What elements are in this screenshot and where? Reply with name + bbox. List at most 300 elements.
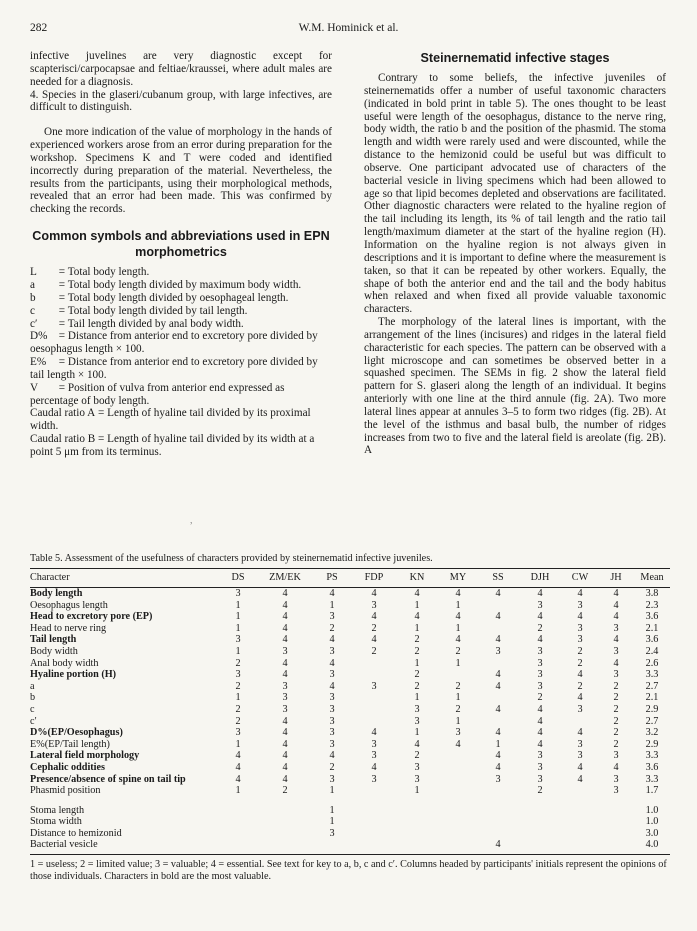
score-cell: 4	[537, 727, 543, 739]
score-cell	[562, 805, 598, 817]
score-cell	[478, 658, 518, 670]
table-row	[30, 658, 670, 670]
score-cell: 2	[371, 622, 377, 634]
definition-symbol: a	[30, 278, 35, 291]
definition-item	[30, 433, 332, 459]
table-row	[30, 623, 670, 635]
score-cell: 3	[329, 715, 335, 727]
definition-item	[30, 266, 332, 279]
score-cell: 3	[235, 588, 241, 599]
table-row	[30, 750, 670, 762]
score-cell: 4	[613, 634, 619, 646]
score-cell: 3	[371, 773, 377, 785]
definition-symbol: L	[30, 266, 37, 279]
score-cell: 3	[577, 622, 583, 634]
definition-symbol: c′	[30, 317, 38, 330]
table-row	[30, 600, 670, 612]
definition-text: = Tail length divided by anal body width.	[56, 317, 244, 330]
score-cell: 3	[613, 773, 619, 785]
character-name: Phasmid position	[30, 785, 101, 797]
mean-cell: 2.7	[645, 715, 659, 727]
table-row	[30, 634, 670, 646]
score-cell: 1	[414, 727, 420, 739]
score-cell	[352, 692, 396, 704]
score-cell: 4	[577, 669, 583, 681]
score-cell	[438, 750, 478, 762]
column-header: Mean	[634, 569, 670, 588]
table-row	[30, 774, 670, 786]
mean-cell: 1.0	[645, 816, 659, 828]
score-cell: 1	[235, 645, 241, 657]
character-name: Head to nerve ring	[30, 622, 107, 634]
score-cell: 1	[455, 622, 461, 634]
score-cell	[396, 839, 438, 854]
score-cell	[312, 839, 352, 854]
score-cell: 4	[577, 611, 583, 623]
table-row	[30, 828, 670, 840]
score-cell: 4	[282, 738, 288, 750]
assessment-table	[30, 568, 670, 855]
score-cell: 4	[495, 588, 501, 599]
score-cell: 3	[537, 750, 543, 762]
score-cell: 2	[613, 680, 619, 692]
score-cell: 4	[329, 634, 335, 646]
score-cell: 4	[282, 622, 288, 634]
score-cell: 3	[329, 611, 335, 623]
character-name: b	[30, 692, 36, 704]
definition-symbol: D%	[30, 330, 48, 343]
score-cell: 3	[455, 727, 461, 739]
score-cell: 4	[282, 761, 288, 773]
table-row	[30, 669, 670, 681]
score-cell	[352, 704, 396, 716]
score-cell	[258, 816, 312, 828]
score-cell	[438, 805, 478, 817]
score-cell: 3	[577, 738, 583, 750]
score-cell: 3	[235, 634, 241, 646]
column-header: CW	[562, 569, 598, 588]
score-cell: 4	[455, 588, 461, 599]
score-cell: 4	[329, 680, 335, 692]
score-cell: 3	[577, 750, 583, 762]
definition-item	[30, 407, 332, 433]
score-cell: 2	[414, 669, 420, 681]
score-cell: 4	[371, 588, 377, 599]
mean-cell: 3.2	[645, 727, 659, 739]
definition-item	[30, 318, 332, 331]
score-cell: 4	[495, 727, 501, 739]
score-cell	[396, 805, 438, 817]
table-row	[30, 716, 670, 728]
score-cell: 2	[613, 692, 619, 704]
score-cell: 4	[282, 669, 288, 681]
score-cell	[218, 828, 258, 840]
score-cell: 4	[495, 680, 501, 692]
right-column	[364, 50, 666, 457]
score-cell: 1	[235, 622, 241, 634]
score-cell	[562, 785, 598, 797]
character-name: Body length	[30, 588, 83, 599]
score-cell: 3	[282, 645, 288, 657]
score-cell	[438, 816, 478, 828]
table-footnote: 1 = useless; 2 = limited value; 3 = valuable; 4 = essential. See text for key to a, b, c and c′. Columns headed by participants' initials represent the opinions of those individuals. Characters in bold are the most valuable.	[30, 859, 667, 883]
score-cell	[478, 785, 518, 797]
score-cell	[352, 785, 396, 797]
definition-text: = Total body length.	[56, 266, 150, 279]
column-header: SS	[478, 569, 518, 588]
character-name: E%(EP/Tail length)	[30, 738, 110, 750]
column-header: DS	[218, 569, 258, 588]
score-cell: 2	[235, 680, 241, 692]
table-header-row	[30, 569, 670, 588]
score-cell: 4	[577, 761, 583, 773]
score-cell	[562, 716, 598, 728]
score-cell	[258, 828, 312, 840]
score-cell: 3	[329, 692, 335, 704]
score-cell: 1	[235, 692, 241, 704]
score-cell: 4	[282, 657, 288, 669]
character-name: Hyaline portion (H)	[30, 669, 117, 681]
mean-cell: 2.7	[645, 680, 659, 692]
score-cell	[562, 839, 598, 854]
score-cell: 4	[371, 761, 377, 773]
score-cell: 3	[282, 692, 288, 704]
score-cell: 4	[414, 611, 420, 623]
table-row	[30, 816, 670, 828]
score-cell: 2	[235, 657, 241, 669]
column-header: Character	[30, 569, 218, 588]
score-cell: 2	[537, 692, 543, 704]
definition-symbol: Caudal ratio B	[30, 433, 96, 446]
score-cell: 2	[613, 715, 619, 727]
score-cell: 1	[414, 785, 420, 797]
score-cell: 3	[371, 680, 377, 692]
score-cell	[518, 828, 562, 840]
score-cell: 3	[329, 773, 335, 785]
score-cell: 1	[235, 599, 241, 611]
score-cell: 4	[577, 588, 583, 599]
score-cell: 4	[455, 634, 461, 646]
mean-cell: 3.3	[645, 750, 659, 762]
score-cell	[438, 839, 478, 854]
mean-cell: 2.4	[645, 645, 659, 657]
score-cell	[478, 816, 518, 828]
score-cell: 1	[414, 657, 420, 669]
score-cell	[352, 669, 396, 681]
score-cell: 4	[537, 715, 543, 727]
score-cell: 4	[235, 750, 241, 762]
column-header: FDP	[352, 569, 396, 588]
score-cell: 4	[613, 657, 619, 669]
score-cell	[218, 816, 258, 828]
score-cell: 4	[613, 611, 619, 623]
score-cell: 2	[537, 785, 543, 797]
character-name: Body width	[30, 645, 78, 657]
score-cell	[478, 692, 518, 704]
score-cell: 4	[371, 634, 377, 646]
definition-text: = Total body length divided by maximum body width.	[56, 278, 302, 291]
mean-cell: 1.0	[645, 804, 659, 816]
score-cell: 2	[455, 645, 461, 657]
score-cell: 1	[329, 785, 335, 797]
score-cell	[352, 805, 396, 817]
score-cell: 2	[235, 703, 241, 715]
score-cell: 4	[495, 611, 501, 623]
mean-cell: 1.7	[645, 785, 659, 797]
stray-mark: ,	[190, 515, 193, 526]
table-row	[30, 611, 670, 623]
score-cell	[352, 828, 396, 840]
page-header	[30, 22, 667, 36]
score-cell: 4	[577, 727, 583, 739]
score-cell: 3	[537, 669, 543, 681]
character-name: c	[30, 703, 35, 715]
score-cell: 3	[537, 599, 543, 611]
score-cell	[396, 828, 438, 840]
score-cell: 2	[455, 703, 461, 715]
mean-cell: 3.6	[645, 761, 659, 773]
column-header: MY	[438, 569, 478, 588]
score-cell: 3	[613, 669, 619, 681]
character-name: Lateral field morphology	[30, 750, 140, 762]
section-heading: Steinernematid infective stages	[420, 51, 610, 65]
score-cell: 2	[414, 680, 420, 692]
score-cell: 4	[537, 588, 543, 599]
section-heading: Common symbols and abbreviations used in EPN morphometrics	[32, 229, 330, 260]
paragraph: 4. Species in the glaseri/cubanum group, with large infectives, are difficult to distinguish.	[30, 88, 332, 114]
mean-cell: 3.6	[645, 634, 659, 646]
character-name: Presence/absence of spine on tail tip	[30, 773, 186, 785]
mean-cell: 2.1	[645, 692, 659, 704]
score-cell: 2	[414, 634, 420, 646]
table-5	[30, 552, 670, 884]
score-cell: 1	[455, 599, 461, 611]
definition-text: = Length of hyaline tail divided by its width at a point 5 μm from its terminus.	[30, 433, 315, 458]
score-cell	[218, 839, 258, 854]
character-name: Bacterial vesicle	[30, 839, 98, 851]
definition-item	[30, 356, 332, 382]
score-cell: 4	[282, 727, 288, 739]
character-name: a	[30, 680, 35, 692]
score-cell	[518, 805, 562, 817]
score-cell: 1	[455, 715, 461, 727]
table-row	[30, 785, 670, 797]
score-cell	[352, 839, 396, 854]
score-cell	[598, 828, 634, 840]
score-cell: 4	[455, 738, 461, 750]
character-name: Cephalic oddities	[30, 761, 105, 773]
character-name: Anal body width	[30, 657, 99, 669]
table-row	[30, 681, 670, 693]
score-cell	[598, 839, 634, 854]
score-cell	[396, 816, 438, 828]
score-cell: 1	[495, 738, 501, 750]
score-cell: 4	[537, 703, 543, 715]
score-cell	[438, 774, 478, 786]
score-cell	[598, 805, 634, 817]
page-number: 282	[30, 22, 48, 34]
score-cell: 3	[329, 703, 335, 715]
score-cell	[598, 816, 634, 828]
table-row	[30, 692, 670, 704]
score-cell	[352, 816, 396, 828]
score-cell: 2	[329, 622, 335, 634]
definition-item	[30, 330, 332, 356]
score-cell: 4	[455, 611, 461, 623]
definition-text: = Distance from anterior end to excretory pore divided by oesophagus length × 100.	[30, 330, 318, 356]
score-cell: 3	[329, 669, 335, 681]
score-cell	[258, 839, 312, 854]
score-cell: 4	[577, 692, 583, 704]
score-cell: 3	[577, 599, 583, 611]
score-cell	[218, 805, 258, 817]
table-row	[30, 727, 670, 739]
score-cell: 4	[235, 761, 241, 773]
character-name: D%(EP/Oesophagus)	[30, 727, 123, 739]
score-cell: 3	[329, 645, 335, 657]
score-cell	[478, 828, 518, 840]
score-cell	[352, 716, 396, 728]
score-cell: 3	[537, 645, 543, 657]
score-cell: 3	[282, 703, 288, 715]
score-cell: 4	[613, 599, 619, 611]
definition-symbol: E%	[30, 356, 47, 369]
score-cell	[258, 805, 312, 817]
table-caption: Table 5. Assessment of the usefulness of characters provided by steinernematid infective juveniles.	[30, 553, 433, 564]
character-name: Stoma length	[30, 804, 85, 816]
definition-item	[30, 382, 332, 408]
mean-cell: 2.3	[645, 599, 659, 611]
score-cell: 3	[613, 645, 619, 657]
score-cell: 4	[495, 703, 501, 715]
score-cell: 3	[235, 669, 241, 681]
definition-symbol: V	[30, 381, 39, 394]
score-cell: 4	[613, 761, 619, 773]
column-header: ZM/EK	[258, 569, 312, 588]
score-cell: 4	[537, 611, 543, 623]
score-cell	[438, 669, 478, 681]
score-cell: 3	[282, 680, 288, 692]
score-cell: 4	[371, 727, 377, 739]
score-cell: 4	[613, 588, 619, 599]
character-name: Head to excretory pore (EP)	[30, 611, 153, 623]
table-row	[30, 739, 670, 751]
definition-symbol: b	[30, 291, 36, 304]
definition-text: = Position of vulva from anterior end expressed as percentage of body length.	[30, 381, 285, 407]
score-cell: 4	[282, 588, 288, 599]
score-cell: 3	[613, 785, 619, 797]
score-cell	[518, 839, 562, 854]
score-cell: 2	[414, 750, 420, 762]
score-cell: 4	[282, 715, 288, 727]
score-cell: 4	[495, 750, 501, 762]
score-cell: 3	[495, 773, 501, 785]
table-body	[30, 588, 670, 855]
character-name: Distance to hemizonid	[30, 827, 122, 839]
score-cell: 4	[282, 599, 288, 611]
score-cell: 2	[613, 727, 619, 739]
score-cell: 3	[414, 773, 420, 785]
mean-cell: 2.9	[645, 738, 659, 750]
character-name: Oesophagus length	[30, 599, 108, 611]
score-cell: 4	[282, 773, 288, 785]
mean-cell: 3.3	[645, 669, 659, 681]
score-cell: 1	[414, 692, 420, 704]
score-cell: 3	[537, 657, 543, 669]
paragraph: The morphology of the lateral lines is important, with the arrangement of the lines (incisures) and ridges in the lateral field characteristic for each species. The pattern can be observed with a light microscope and can sometimes be observed better in a squashed specimen. The SEMs in fig. 2 show the lateral field pattern for S. glaseri along the length of an individual. It begins anteriorly with one line at the third annule (fig. 2A). Two more lateral lines appear at annules 3–5 to form two ridges (fig. 2B). At the level of the isthmus and basal bulb, the number of ridges increases from two to five and the lateral field is areolate (fig. 2B). A	[364, 316, 666, 457]
definition-item	[30, 279, 332, 292]
score-cell	[562, 816, 598, 828]
score-cell: 2	[613, 703, 619, 715]
definition-text: = Total body length divided by tail length.	[56, 304, 248, 317]
score-cell: 4	[282, 634, 288, 646]
score-cell: 4	[495, 669, 501, 681]
score-cell: 1	[235, 611, 241, 623]
score-cell: 3	[329, 727, 335, 739]
score-cell: 4	[329, 750, 335, 762]
score-cell: 4	[495, 761, 501, 773]
score-cell: 3	[537, 680, 543, 692]
score-cell: 4	[537, 634, 543, 646]
score-cell: 3	[414, 703, 420, 715]
table-row	[30, 588, 670, 600]
table-row	[30, 805, 670, 817]
score-cell: 2	[371, 645, 377, 657]
score-cell: 4	[577, 773, 583, 785]
definition-list	[30, 266, 332, 459]
mean-cell: 3.6	[645, 611, 659, 623]
score-cell	[478, 805, 518, 817]
score-cell: 3	[495, 645, 501, 657]
score-cell: 3	[235, 727, 241, 739]
score-cell: 2	[577, 680, 583, 692]
table-row	[30, 839, 670, 854]
score-cell: 3	[329, 827, 335, 839]
score-cell: 2	[329, 761, 335, 773]
table-row	[30, 762, 670, 774]
mean-cell: 2.1	[645, 622, 659, 634]
definition-symbol: Caudal ratio A	[30, 407, 96, 420]
score-cell: 3	[371, 750, 377, 762]
score-cell: 3	[371, 738, 377, 750]
score-cell: 4	[282, 611, 288, 623]
score-cell: 1	[414, 622, 420, 634]
score-cell: 3	[613, 622, 619, 634]
score-cell: 1	[235, 785, 241, 797]
score-cell: 2	[613, 738, 619, 750]
column-header: JH	[598, 569, 634, 588]
score-cell: 1	[329, 599, 335, 611]
score-cell: 1	[235, 738, 241, 750]
score-cell	[438, 828, 478, 840]
score-cell: 3	[414, 761, 420, 773]
table-row	[30, 646, 670, 658]
running-head: W.M. Hominick et al.	[298, 22, 399, 34]
definition-text: = Distance from anterior end to excretory pore divided by tail length × 100.	[30, 356, 318, 381]
score-cell: 3	[577, 634, 583, 646]
score-cell: 1	[329, 816, 335, 828]
column-header: PS	[312, 569, 352, 588]
character-name: Tail length	[30, 634, 77, 646]
score-cell: 4	[282, 750, 288, 762]
score-cell: 2	[414, 645, 420, 657]
score-cell: 1	[329, 804, 335, 816]
definition-item	[30, 305, 332, 318]
mean-cell: 3.0	[645, 827, 659, 839]
character-name: c′	[30, 715, 37, 727]
score-cell: 3	[371, 599, 377, 611]
score-cell: 3	[414, 715, 420, 727]
